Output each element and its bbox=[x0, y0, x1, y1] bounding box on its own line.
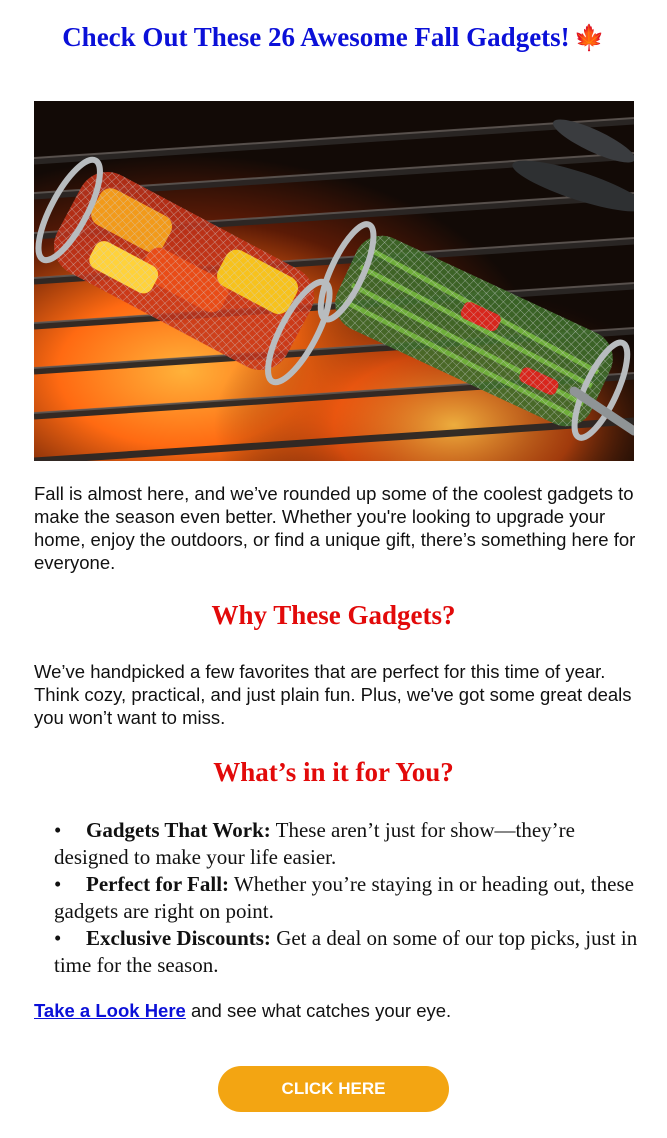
intro-paragraph: Fall is almost here, and we’ve rounded up some of the coolest gadgets to make the season even better. Whether you're looking to upgrade your home, enjoy the outdoors, or find a unique gift, there’s something here for everyone. bbox=[34, 483, 636, 573]
bullet-bold: Perfect for Fall: bbox=[86, 872, 230, 896]
why-paragraph: We’ve handpicked a few favorites that are perfect for this time of year. Think cozy, practical, and just plain fun. Plus, we've got some great deals you won’t want to miss. bbox=[34, 661, 632, 728]
hero-image[interactable] bbox=[34, 101, 634, 461]
bullet-text: These aren’t just for show—they’re designed to make your life easier. bbox=[54, 818, 575, 869]
bullet-text: Whether you’re staying in or heading out, these gadgets are right on point. bbox=[54, 872, 634, 923]
list-item bbox=[54, 925, 654, 979]
take-a-look-link[interactable]: Take a Look Here bbox=[34, 1000, 186, 1021]
maple-leaf-icon: 🍁 bbox=[573, 23, 605, 52]
email-title bbox=[0, 22, 667, 53]
section-heading-why: Why These Gadgets? bbox=[211, 600, 456, 630]
email-title-text: Check Out These 26 Awesome Fall Gadgets! bbox=[62, 22, 570, 52]
bullet-icon: • bbox=[54, 926, 62, 950]
grill-basket-vegetables-photo bbox=[34, 101, 634, 461]
cta-sentence bbox=[34, 999, 644, 1022]
click-here-button[interactable]: CLICK HERE bbox=[218, 1066, 449, 1112]
bullet-bold: Gadgets That Work: bbox=[86, 818, 271, 842]
benefits-list bbox=[54, 817, 654, 979]
bullet-icon: • bbox=[54, 818, 62, 842]
list-item bbox=[54, 871, 654, 925]
bullet-text: Get a deal on some of our top picks, just in time for the season. bbox=[54, 926, 638, 977]
list-item bbox=[54, 817, 654, 871]
cta-sentence-suffix: and see what catches your eye. bbox=[185, 1000, 452, 1021]
bullet-icon: • bbox=[54, 872, 62, 896]
bullet-bold: Exclusive Discounts: bbox=[86, 926, 271, 950]
section-heading-whats-in-it: What’s in it for You? bbox=[213, 757, 454, 787]
